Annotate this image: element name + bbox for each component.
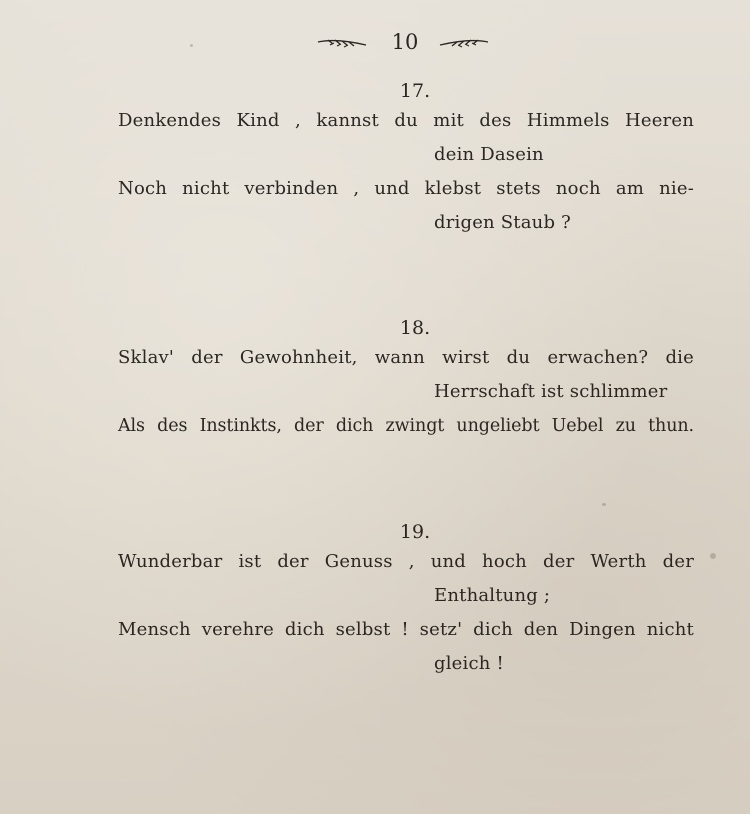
paper-speck [602,503,606,506]
poem-19 [118,519,694,681]
verse-continuation: gleich ! [434,653,504,674]
leaf-ornament-right-icon [438,36,490,50]
page-number: 10 [391,30,419,54]
verse-line: Wunderbar ist der Genuss , und hoch der Werth der [118,551,694,572]
leaf-ornament-left-icon [316,36,368,50]
verse-continuation: dein Dasein [434,144,544,165]
poem-17 [118,78,694,240]
verse-line: Noch nicht verbinden , und klebst stets noch am nie- [118,178,694,199]
poem-number: 19. [399,521,431,543]
paper-speck [710,553,716,559]
verse-line: Sklav' der Gewohnheit, wann wirst du erwachen? die [118,347,694,368]
verse-continuation: Herrschaft ist schlimmer [434,381,668,402]
verse-continuation: Enthaltung ; [434,585,551,606]
verse-continuation: drigen Staub ? [434,212,571,233]
verse-line: Denkendes Kind , kannst du mit des Himmels Heeren [118,110,694,131]
poem-18 [118,315,694,443]
page-header [0,28,750,58]
verse-line: Als des Instinkts, der dich zwingt ungeliebt Uebel zu thun. [118,416,694,436]
poem-number: 17. [399,80,431,102]
poem-number: 18. [399,317,431,339]
verse-line: Mensch verehre dich selbst ! setz' dich den Dingen nicht [118,619,694,640]
